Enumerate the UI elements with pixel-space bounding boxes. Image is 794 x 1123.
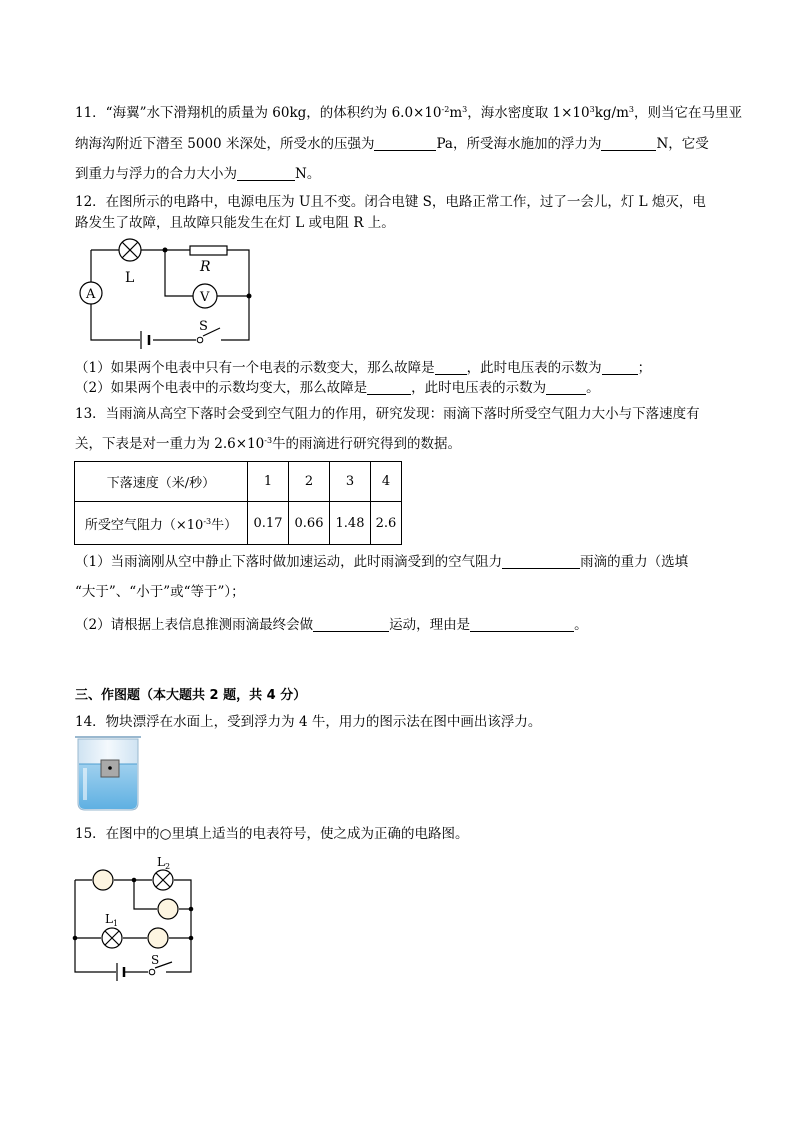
table-cell: 1.48 — [330, 502, 371, 545]
q13-reason-blank[interactable] — [470, 617, 574, 632]
q15-lamp-2-label: $L_2$ — [157, 855, 171, 871]
q15-junction-dot — [132, 878, 137, 883]
q13-line-1: 13．当雨滴从高空下落时会受到空气阻力的作用，研究发现：雨滴下落时所受空气阻力大小与下落速度有 — [75, 406, 700, 422]
q13-resistance-blank[interactable] — [502, 554, 580, 569]
q12-voltmeter-label: V — [200, 290, 210, 305]
q12-sub-1: （1）如果两个电表中只有一个电表的示数变大，那么故障是 ，此时电压表的示数为 ； — [75, 360, 652, 376]
q13-sub-1-line-2: “大于”、“小于”或“等于”）； — [75, 584, 245, 600]
q11-line-1: 11．“海翼”水下滑翔机的质量为 60kg，的体积约为 $6.0\times 10^{-2}m^3$，海水密度取 $1\times 10^3kg/m^3$，则当它在马里亚 — [75, 105, 742, 121]
q12-fault-blank-2[interactable] — [367, 380, 411, 395]
q15-meter-circle-3[interactable] — [148, 928, 168, 948]
q15-text: 15．在图中的○里填上适当的电表符号，使之成为正确的电路图。 — [75, 826, 469, 842]
table-header-speed: 下落速度（米/秒） — [75, 462, 248, 502]
table-cell: 4 — [371, 462, 402, 502]
table-cell: 2.6 — [371, 502, 402, 545]
q15-junction-dot — [189, 936, 194, 941]
q15-meter-circle-1[interactable] — [93, 870, 113, 890]
q14-text: 14．物块漂浮在水面上，受到浮力为 4 牛，用力的图示法在图中画出该浮力。 — [75, 714, 542, 730]
q11-line-2: 纳海沟附近下潜至 5000 米深处，所受水的压强为 Pa，所受海水施加的浮力为 N，它受 — [75, 136, 709, 152]
q12-lamp-label: L — [125, 270, 135, 286]
table-cell: 0.17 — [248, 502, 289, 545]
q12-resistor-label: R — [200, 259, 211, 275]
q12-line-2: 路发生了故障，且故障只能发生在灯 L 或电阻 R 上。 — [75, 215, 395, 231]
q15-switch-symbol — [149, 969, 155, 975]
q15-meter-circle-2[interactable] — [158, 899, 178, 919]
q15-lamp-1-label: $L_1$ — [105, 912, 119, 928]
section-3-title: 三、作图题（本大题共 2 题，共 4 分） — [75, 688, 307, 703]
q13-sub-2: （2）请根据上表信息推测雨滴最终会做 运动，理由是 。 — [75, 617, 588, 633]
q15-circuit-diagram — [0, 0, 260, 1000]
table-cell: 2 — [289, 462, 330, 502]
q13-line-2: 关，下表是对一重力为 $2.6\times 10^{-3}$牛的雨滴进行研究得到的数据。 — [75, 436, 462, 452]
q12-ammeter-label: A — [86, 287, 96, 302]
q12-switch-label: S — [199, 319, 208, 334]
q15-junction-dot — [189, 907, 194, 912]
q12-voltage-blank-1[interactable] — [602, 360, 638, 375]
q11-line-3: 到重力与浮力的合力大小为 N。 — [75, 166, 321, 182]
q12-sub-2: （2）如果两个电表中的示数均变大，那么故障是 ，此时电压表的示数为 。 — [75, 380, 600, 396]
q15-lamp-2-symbol — [153, 870, 173, 890]
q12-line-1: 12．在图所示的电路中，电源电压为 U且不变。闭合电键 S，电路正常工作，过了一会儿，灯 L 熄灭，电 — [75, 194, 706, 210]
table-cell: 1 — [248, 462, 289, 502]
q15-junction-dot — [73, 936, 78, 941]
q12-voltage-blank-2[interactable] — [546, 380, 586, 395]
q11-pressure-blank[interactable] — [374, 136, 436, 151]
q11-buoyancy-blank[interactable] — [601, 136, 656, 151]
q12-fault-blank-1[interactable] — [435, 360, 467, 375]
table-cell: 0.66 — [289, 502, 330, 545]
q13-sub-1: （1）当雨滴刚从空中静止下落时做加速运动，此时雨滴受到的空气阻力 雨滴的重力（选填 — [75, 554, 689, 570]
q13-motion-blank[interactable] — [313, 617, 389, 632]
q15-switch-label: S — [151, 953, 160, 967]
q15-battery-symbol — [117, 963, 124, 981]
table-header-resistance: 所受空气阻力（$\times 10^{-3}$牛） — [75, 502, 248, 545]
q15-lamp-1-symbol — [102, 928, 122, 948]
table-cell: 3 — [330, 462, 371, 502]
